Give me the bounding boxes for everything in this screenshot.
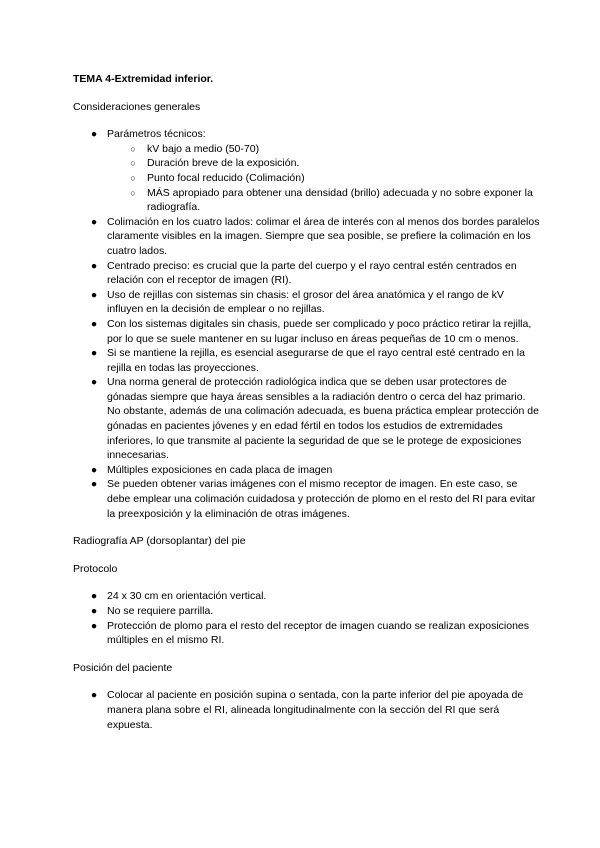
list-item bbox=[73, 477, 540, 521]
list-item-text: Múltiples exposiciones en cada placa de imagen bbox=[107, 463, 333, 476]
list-item bbox=[73, 288, 540, 317]
section-heading: Radiografía AP (dorsoplantar) del pie bbox=[73, 535, 246, 548]
sub-list-item bbox=[127, 171, 540, 186]
bullet-icon: ● bbox=[90, 478, 98, 491]
section-heading: Consideraciones generales bbox=[73, 100, 201, 113]
list-item-text: Parámetros técnicos: bbox=[107, 128, 206, 141]
bullet-icon: ● bbox=[90, 590, 98, 603]
list-item bbox=[73, 346, 540, 375]
list-item-text: No se requiere parrilla. bbox=[107, 605, 214, 617]
list-item bbox=[73, 589, 540, 604]
list-item bbox=[73, 317, 540, 346]
bullet-icon: ● bbox=[90, 215, 98, 228]
bullet-icon: ● bbox=[90, 619, 98, 632]
list-item-text: Colocar al paciente en posición supina o sentada, con la parte inferior del pie apoyada de manera plana sobre el RI, alineada longitudinalmente con la sección del RI que será expuesta. bbox=[107, 689, 524, 731]
list-item bbox=[73, 127, 540, 215]
sub-list-item bbox=[127, 156, 540, 171]
list-item-text: Colimación en los cuatro lados: colimar el área de interés con al menos dos bordes paralelos claramente visibles en la imagen. Siempre que sea posible, se prefiere la colimación en los cuatro lados. bbox=[107, 215, 540, 257]
list-item-text: Protección de plomo para el resto del receptor de imagen cuando se realizan exposiciones múltiples en el mismo RI. bbox=[107, 619, 529, 647]
sub-list-item bbox=[127, 142, 540, 157]
bullet-list bbox=[73, 127, 540, 521]
list-item-text: Con los sistemas digitales sin chasis, puede ser complicado y poco práctico retirar la rejilla, por lo que se suele mantener en su lugar incluso en áreas pequeñas de 10 cm o menos. bbox=[107, 317, 532, 345]
bullet-list bbox=[73, 589, 540, 647]
sub-bullet-icon: ○ bbox=[130, 143, 136, 154]
sub-bullet-icon: ○ bbox=[130, 158, 136, 169]
list-item-text: 24 x 30 cm en orientación vertical. bbox=[107, 590, 267, 603]
bullet-icon: ● bbox=[90, 288, 98, 301]
document-title: TEMA 4-Extremidad inferior. bbox=[73, 73, 214, 85]
list-item-text: Uso de rejillas con sistemas sin chasis: el grosor del área anatómica y el rango de kV influyen en la decisión de emplear o no rejillas. bbox=[107, 288, 504, 316]
sub-list-item-text: Punto focal reducido (Colimación) bbox=[147, 171, 305, 184]
list-item bbox=[73, 259, 540, 288]
section-heading: Protocolo bbox=[73, 562, 118, 575]
list-item bbox=[73, 688, 540, 732]
list-item-text: Se pueden obtener varias imágenes con el mismo receptor de imagen. En este caso, se debe emplear una colimación cuidadosa y protección de plomo en el resto del RI para evitar la preexposición y la eliminación de otras imágenes. bbox=[107, 478, 536, 520]
sub-list-item-text: kV bajo a medio (50-70) bbox=[147, 142, 260, 155]
list-item bbox=[73, 619, 540, 648]
section-heading: Posición del paciente bbox=[73, 661, 173, 674]
list-item-text: Si se mantiene la rejilla, es esencial asegurarse de que el rayo central esté centrado en la rejilla en todas las proyecciones. bbox=[107, 347, 525, 374]
sub-bullet-list bbox=[107, 142, 540, 215]
sub-list-item-text: Duración breve de la exposición. bbox=[147, 157, 300, 170]
sub-list-item bbox=[127, 186, 540, 215]
document-body bbox=[73, 100, 540, 733]
bullet-icon: ● bbox=[90, 259, 98, 272]
bullet-icon: ● bbox=[90, 347, 98, 360]
bullet-icon: ● bbox=[90, 128, 98, 141]
bullet-icon: ● bbox=[90, 689, 98, 702]
list-item bbox=[73, 375, 540, 463]
sub-bullet-icon: ○ bbox=[130, 172, 136, 183]
list-item bbox=[73, 604, 540, 619]
list-item-text: Una norma general de protección radiológica indica que se deben usar protectores de gónadas siempre que haya áreas sensibles a la radiación dentro o cerca del haz primario. No obstante, además de una colimación adecuada, es buena práctica emplear protección de gónadas en pacientes jóvenes y en edad fértil en todos los estudios de extremidades inferiores, lo que transmite al paciente la seguridad de que se le protege de exposiciones innecesarias. bbox=[107, 376, 539, 462]
bullet-icon: ● bbox=[90, 376, 98, 389]
list-item bbox=[73, 463, 540, 478]
sub-list-item-text: MÁS apropiado para obtener una densidad (brillo) adecuada y no sobre exponer la radiografía. bbox=[147, 186, 533, 214]
list-item-text: Centrado preciso: es crucial que la parte del cuerpo y el rayo central estén centrados en relación con el receptor de imagen (RI). bbox=[107, 259, 517, 287]
sub-bullet-icon: ○ bbox=[130, 187, 136, 198]
bullet-list bbox=[73, 688, 540, 732]
bullet-icon: ● bbox=[90, 463, 98, 476]
bullet-icon: ● bbox=[90, 605, 98, 617]
bullet-icon: ● bbox=[90, 317, 98, 330]
list-item bbox=[73, 215, 540, 259]
